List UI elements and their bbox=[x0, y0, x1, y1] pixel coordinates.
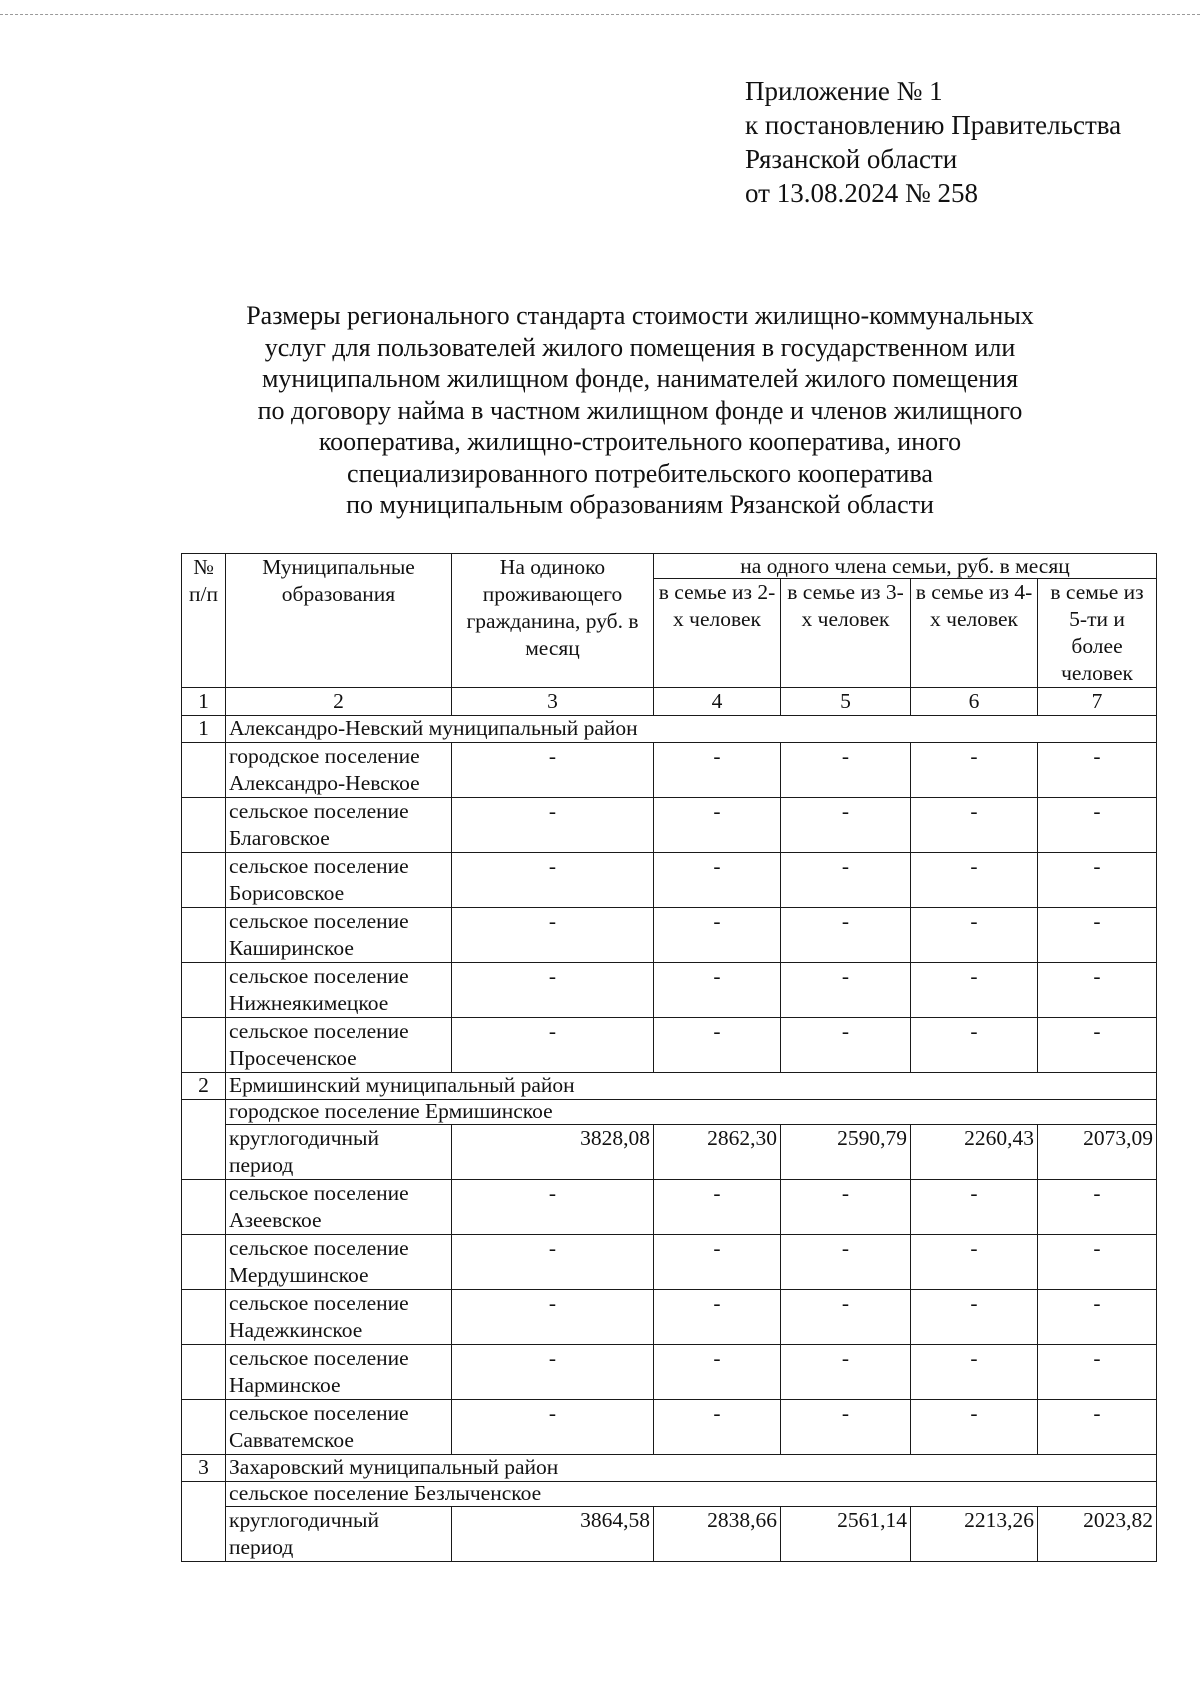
value-cell: - bbox=[781, 1018, 911, 1073]
col-index: 5 bbox=[781, 688, 911, 716]
settlement-name: сельское поселение Борисовское bbox=[226, 853, 452, 908]
value-cell: - bbox=[452, 1290, 654, 1345]
value-cell: - bbox=[781, 908, 911, 963]
value-cell: - bbox=[1038, 853, 1157, 908]
col-index: 7 bbox=[1038, 688, 1157, 716]
table-row bbox=[182, 908, 1157, 963]
header-num: № п/п bbox=[182, 554, 226, 688]
value-cell: 2838,66 bbox=[654, 1507, 781, 1562]
value-cell: - bbox=[654, 1345, 781, 1400]
value-cell: - bbox=[781, 963, 911, 1018]
value-cell: - bbox=[781, 743, 911, 798]
settlement-name: сельское поселение Нижнеякимецкое bbox=[226, 963, 452, 1018]
col-index: 6 bbox=[911, 688, 1038, 716]
value-cell: - bbox=[1038, 798, 1157, 853]
value-cell: - bbox=[911, 853, 1038, 908]
period-name: круглогодичный период bbox=[226, 1125, 452, 1180]
value-cell: 2023,82 bbox=[1038, 1507, 1157, 1562]
value-cell: - bbox=[911, 908, 1038, 963]
value-cell: - bbox=[654, 798, 781, 853]
value-cell: 3864,58 bbox=[452, 1507, 654, 1562]
settlement-name: сельское поселение Азеевское bbox=[226, 1180, 452, 1235]
value-cell: - bbox=[452, 908, 654, 963]
value-cell: - bbox=[654, 853, 781, 908]
value-cell: - bbox=[781, 1400, 911, 1455]
value-cell: - bbox=[1038, 1345, 1157, 1400]
value-cell: - bbox=[781, 1345, 911, 1400]
title-line: по договору найма в частном жилищном фонде и членов жилищного bbox=[257, 395, 1023, 425]
value-cell: 2590,79 bbox=[781, 1125, 911, 1180]
value-cell: - bbox=[452, 1345, 654, 1400]
header-fam4: в семье из 4-х человек bbox=[911, 579, 1038, 688]
value-cell: - bbox=[781, 1235, 911, 1290]
value-cell: 2862,30 bbox=[654, 1125, 781, 1180]
value-cell: - bbox=[911, 1345, 1038, 1400]
value-cell: 2260,43 bbox=[911, 1125, 1038, 1180]
district-name: Александро-Невский муниципальный район bbox=[226, 716, 1157, 743]
settlement-name: сельское поселение Надежкинское bbox=[226, 1290, 452, 1345]
col-index: 2 bbox=[226, 688, 452, 716]
title-line: специализированного потребительского кооператива bbox=[347, 458, 933, 488]
value-cell: - bbox=[654, 1018, 781, 1073]
district-name: Ермишинский муниципальный район bbox=[226, 1073, 1157, 1100]
value-cell: - bbox=[654, 1180, 781, 1235]
header-per-member: на одного члена семьи, руб. в месяц bbox=[654, 554, 1157, 579]
value-cell: - bbox=[911, 1018, 1038, 1073]
value-cell: - bbox=[781, 853, 911, 908]
appendix-line-1: Приложение № 1 bbox=[745, 76, 943, 106]
header-municipality: Муниципальные образования bbox=[226, 554, 452, 688]
value-cell: - bbox=[452, 743, 654, 798]
header-single: На одиноко проживающего гражданина, руб. в месяц bbox=[452, 554, 654, 688]
district-num: 3 bbox=[182, 1455, 226, 1482]
value-cell: - bbox=[911, 1235, 1038, 1290]
header-fam5: в семье из 5-ти и более человек bbox=[1038, 579, 1157, 688]
appendix-line-3: Рязанской области bbox=[745, 144, 958, 174]
value-cell: - bbox=[911, 798, 1038, 853]
district-row bbox=[182, 716, 1157, 743]
value-cell: - bbox=[654, 908, 781, 963]
col-index: 4 bbox=[654, 688, 781, 716]
value-cell: - bbox=[911, 1180, 1038, 1235]
value-cell: 2213,26 bbox=[911, 1507, 1038, 1562]
title-line: по муниципальным образованиям Рязанской области bbox=[346, 490, 934, 519]
value-cell: - bbox=[452, 1235, 654, 1290]
value-cell: - bbox=[911, 963, 1038, 1018]
value-cell: - bbox=[911, 1290, 1038, 1345]
table-row bbox=[182, 743, 1157, 798]
value-cell: 3828,08 bbox=[452, 1125, 654, 1180]
col-index: 3 bbox=[452, 688, 654, 716]
value-cell: - bbox=[654, 743, 781, 798]
value-cell: - bbox=[654, 963, 781, 1018]
table-row bbox=[182, 1235, 1157, 1290]
header-row bbox=[182, 554, 1157, 579]
appendix-line-4: от 13.08.2024 № 258 bbox=[745, 178, 978, 208]
district-name: Захаровский муниципальный район bbox=[226, 1455, 1157, 1482]
table-row bbox=[182, 1125, 1157, 1180]
value-cell: - bbox=[1038, 908, 1157, 963]
value-cell: - bbox=[654, 1290, 781, 1345]
appendix-line-2: к постановлению Правительства bbox=[745, 110, 1122, 140]
value-cell: - bbox=[1038, 1180, 1157, 1235]
value-cell: 2073,09 bbox=[1038, 1125, 1157, 1180]
table-row bbox=[182, 853, 1157, 908]
settlement-name: сельское поселение Мердушинское bbox=[226, 1235, 452, 1290]
col-index: 1 bbox=[182, 688, 226, 716]
value-cell: - bbox=[1038, 1400, 1157, 1455]
value-cell: - bbox=[452, 853, 654, 908]
period-name: круглогодичный период bbox=[226, 1507, 452, 1562]
value-cell: - bbox=[1038, 1235, 1157, 1290]
value-cell: - bbox=[654, 1235, 781, 1290]
settlement-name: сельское поселение Каширинское bbox=[226, 908, 452, 963]
settlement-name: сельское поселение Савватемское bbox=[226, 1400, 452, 1455]
value-cell: - bbox=[1038, 743, 1157, 798]
settlement-name: сельское поселение Просеченское bbox=[226, 1018, 452, 1073]
table-row bbox=[182, 1290, 1157, 1345]
settlement-name: городское поселение Александро-Невское bbox=[226, 743, 452, 798]
subgroup-row bbox=[182, 1482, 1157, 1507]
value-cell: - bbox=[654, 1400, 781, 1455]
district-num: 2 bbox=[182, 1073, 226, 1100]
table-row bbox=[182, 1180, 1157, 1235]
subgroup-name: городское поселение Ермишинское bbox=[226, 1100, 1157, 1125]
value-cell: - bbox=[452, 1018, 654, 1073]
value-cell: - bbox=[911, 743, 1038, 798]
title-line: муниципальном жилищном фонде, нанимателей жилого помещения bbox=[261, 364, 1019, 393]
value-cell: - bbox=[781, 1290, 911, 1345]
settlement-name: сельское поселение Нарминское bbox=[226, 1345, 452, 1400]
value-cell: - bbox=[911, 1400, 1038, 1455]
title-line: Размеры регионального стандарта стоимости жилищно-коммунальных bbox=[246, 301, 1034, 330]
value-cell: - bbox=[1038, 1290, 1157, 1345]
district-num: 1 bbox=[182, 716, 226, 743]
column-index-row bbox=[182, 688, 1157, 716]
scan-top-edge-line bbox=[0, 14, 1200, 15]
value-cell: - bbox=[452, 1180, 654, 1235]
table-row bbox=[182, 1345, 1157, 1400]
subgroup-name: сельское поселение Безлыченское bbox=[226, 1482, 1157, 1507]
appendix-header bbox=[745, 74, 1121, 210]
table-row bbox=[182, 1400, 1157, 1455]
table-row bbox=[182, 1018, 1157, 1073]
title-line: услуг для пользователей жилого помещения в государственном или bbox=[264, 332, 1016, 362]
subgroup-row bbox=[182, 1100, 1157, 1125]
value-cell: 2561,14 bbox=[781, 1507, 911, 1562]
value-cell: - bbox=[1038, 1018, 1157, 1073]
table-row bbox=[182, 963, 1157, 1018]
table-row bbox=[182, 1507, 1157, 1562]
value-cell: - bbox=[452, 963, 654, 1018]
value-cell: - bbox=[781, 798, 911, 853]
value-cell: - bbox=[452, 798, 654, 853]
standards-table bbox=[181, 553, 1157, 1562]
value-cell: - bbox=[1038, 963, 1157, 1018]
document-title bbox=[180, 300, 1100, 521]
header-fam3: в семье из 3-х человек bbox=[781, 579, 911, 688]
value-cell: - bbox=[781, 1180, 911, 1235]
table-row bbox=[182, 798, 1157, 853]
title-line: кооператива, жилищно-строительного кооператива, иного bbox=[318, 427, 962, 456]
settlement-name: сельское поселение Благовское bbox=[226, 798, 452, 853]
header-fam2: в семье из 2-х человек bbox=[654, 579, 781, 688]
value-cell: - bbox=[452, 1400, 654, 1455]
district-row bbox=[182, 1073, 1157, 1100]
district-row bbox=[182, 1455, 1157, 1482]
